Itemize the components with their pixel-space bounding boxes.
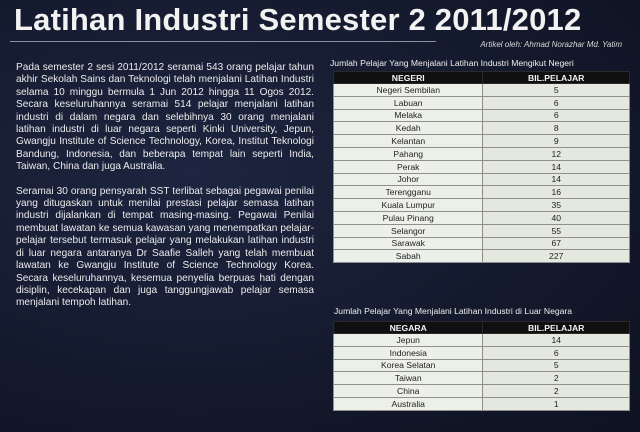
table-negara-caption: Jumlah Pelajar Yang Menjalani Latihan Industri di Luar Negara [334,306,573,316]
table-cell-count: 1 [483,397,630,410]
table-cell-count: 6 [483,96,630,109]
table-row [334,135,630,148]
paragraph-1: Pada semester 2 sesi 2011/2012 seramai 543 orang pelajar tahun akhir Sekolah Sains dan Teknologi telah menjalani Latihan Industri selama 10 minggu bermula 1 Jun 2012 hingga 11 Ogos 2012. Secara keseluruhannya seramai 514 pelajar menjalani latihan industri di dalam negara dan selebihnya 30 orang menjalani latihan industri di luar negara seperti Kinki University, Jepun, Gwangju Institute of Science Technology, Korea, Institut Teknologi Bandung, Indonesia, dan beberapa tempat lain seperti India, Taiwan, China dan juga Australia. [16,62,314,173]
table-row [334,96,630,109]
table-negeri-caption: Jumlah Pelajar Yang Menjalani Latihan Industri Mengikut Negeri [330,58,574,68]
table-cell-count: 5 [483,359,630,372]
table-row [334,211,630,224]
table-cell-name: Kuala Lumpur [334,199,483,212]
article-body [16,62,314,322]
table-cell-name: Perak [334,160,483,173]
table-row [334,84,630,97]
column-header-negara: NEGARA [334,322,483,334]
table-cell-count: 67 [483,237,630,250]
title-divider [10,41,436,42]
table-cell-name: Kedah [334,122,483,135]
table-row [334,224,630,237]
table-cell-name: Australia [334,397,483,410]
table-cell-count: 35 [483,199,630,212]
table-cell-count: 6 [483,346,630,359]
table-header-row [334,72,630,84]
table-cell-count: 6 [483,109,630,122]
column-header-negeri: NEGERI [334,72,483,84]
table-cell-name: Taiwan [334,372,483,385]
table-cell-name: Terengganu [334,186,483,199]
table-cell-count: 2 [483,385,630,398]
table-negara [333,321,630,411]
table-row [334,359,630,372]
table-cell-name: Pulau Pinang [334,211,483,224]
table-cell-name: Jepun [334,334,483,347]
table-cell-count: 9 [483,135,630,148]
table-cell-name: Melaka [334,109,483,122]
table-cell-count: 40 [483,211,630,224]
author-credit: Artikel oleh: Ahmad Norazhar Md. Yatim [480,40,622,49]
column-header-bil-pelajar: BIL.PELAJAR [483,72,630,84]
table-cell-count: 8 [483,122,630,135]
table-row [334,122,630,135]
table-cell-name: Kelantan [334,135,483,148]
table-cell-count: 227 [483,250,630,263]
table-row [334,109,630,122]
table-cell-name: Indonesia [334,346,483,359]
table-row [334,237,630,250]
table-cell-name: Sarawak [334,237,483,250]
column-header-bil-pelajar: BIL.PELAJAR [483,322,630,334]
table-cell-count: 5 [483,84,630,97]
table-row [334,147,630,160]
table-row [334,397,630,410]
table-cell-count: 14 [483,160,630,173]
table-cell-name: Negeri Sembilan [334,84,483,97]
table-row [334,186,630,199]
table-cell-count: 14 [483,334,630,347]
table-cell-count: 16 [483,186,630,199]
table-row [334,199,630,212]
table-cell-name: Korea Selatan [334,359,483,372]
page-title: Latihan Industri Semester 2 2011/2012 [14,2,582,37]
table-row [334,334,630,347]
table-cell-name: Labuan [334,96,483,109]
table-row [334,160,630,173]
table-row [334,250,630,263]
table-row [334,346,630,359]
table-cell-count: 14 [483,173,630,186]
table-cell-count: 55 [483,224,630,237]
table-cell-count: 12 [483,147,630,160]
table-cell-name: China [334,385,483,398]
paragraph-2: Seramai 30 orang pensyarah SST terlibat sebagai pegawai penilai yang ditugaskan untuk menilai prestasi pelajar semasa latihan industri dijalankan di tempat masing-masing. Pegawai Penilai membuat lawatan ke semua kawasan yang menempatkan pelajar-pelajar tersebut termasuk pelajar yang melakukan latihan industri di luar negara antaranya Dr Saafie Salleh yang telah membuat lawatan ke Gwangju Institute of Science Technology Korea. Secara keseluruhannya, kesemua penyelia berpuas hati dengan disiplin, kecekapan dan juga tanggungjawab pelajar semasa menjalani tempoh latihan. [16,185,314,309]
table-cell-name: Selangor [334,224,483,237]
table-row [334,372,630,385]
table-cell-name: Sabah [334,250,483,263]
table-negeri [333,71,630,263]
table-cell-count: 2 [483,372,630,385]
table-cell-name: Pahang [334,147,483,160]
table-row [334,385,630,398]
table-row [334,173,630,186]
table-cell-name: Johor [334,173,483,186]
table-header-row [334,322,630,334]
